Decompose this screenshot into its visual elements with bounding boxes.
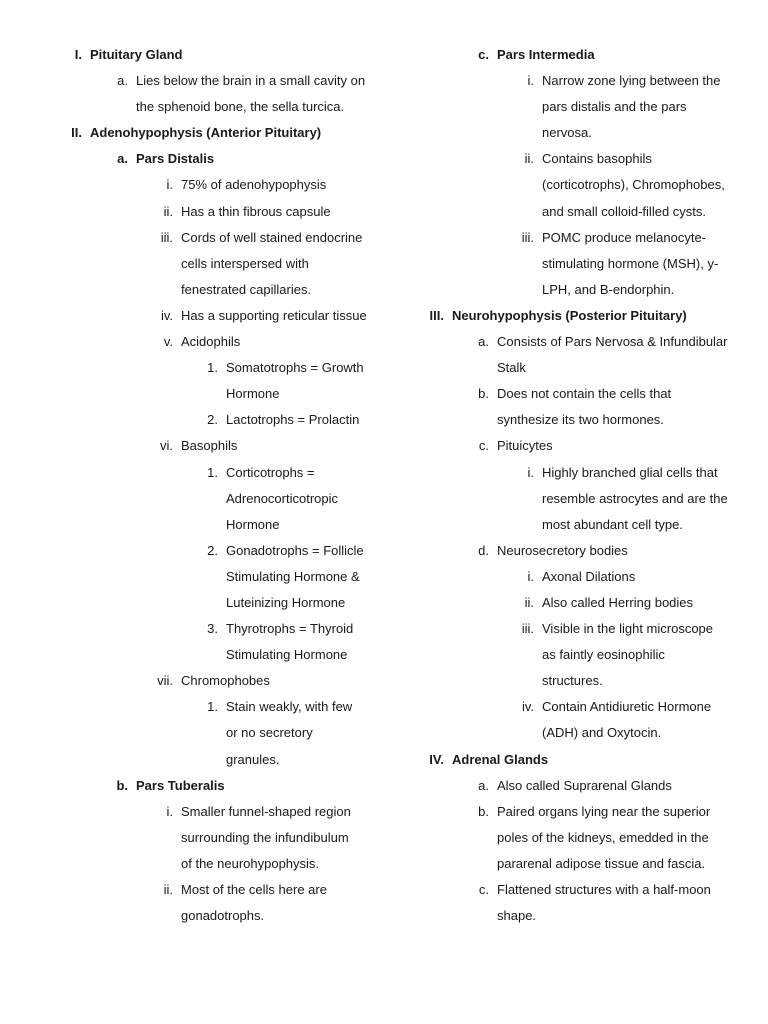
outline-text: resemble astrocytes and are the xyxy=(542,490,728,506)
outline-text: Does not contain the cells that xyxy=(497,386,672,402)
outline-line-subitem xyxy=(0,616,384,642)
outline-line-subitem xyxy=(0,694,384,720)
outline-heading: Adenohypophysis (Anterior Pituitary) xyxy=(90,125,322,141)
outline-text: Lactotrophs = Prolactin xyxy=(226,412,360,428)
outline-text: Thyrotrophs = Thyroid xyxy=(226,621,354,637)
outline-line-item xyxy=(384,172,768,198)
outline-text: cells interspersed with xyxy=(181,255,309,271)
outline-line-subitem xyxy=(0,407,384,433)
outline-line-item xyxy=(384,642,768,668)
outline-line-subsection xyxy=(0,773,384,799)
list-marker: a. xyxy=(117,151,128,167)
outline-text: Luteinizing Hormone xyxy=(226,594,346,610)
right-column xyxy=(384,42,768,929)
outline-text: Neurosecretory bodies xyxy=(497,542,628,558)
outline-line-item xyxy=(0,172,384,198)
outline-text: and small colloid-filled cysts. xyxy=(542,203,707,219)
outline-line-section xyxy=(384,747,768,773)
outline-text: Hormone xyxy=(226,386,280,402)
outline-text: Corticotrophs = xyxy=(226,464,315,480)
outline-text: (ADH) and Oxytocin. xyxy=(542,725,662,741)
outline-line-item xyxy=(0,329,384,355)
outline-text: Pituicytes xyxy=(497,438,553,454)
outline-line-item xyxy=(0,199,384,225)
outline-text: Somatotrophs = Growth xyxy=(226,360,364,376)
outline-line-item xyxy=(384,94,768,120)
outline-line-item xyxy=(0,825,384,851)
outline-line-subsection xyxy=(384,355,768,381)
outline-text: Contain Antidiuretic Hormone xyxy=(542,699,712,715)
outline-heading: Adrenal Glands xyxy=(452,751,549,767)
outline-line-subsection xyxy=(384,799,768,825)
list-marker: b. xyxy=(116,777,128,793)
outline-text: LPH, and B-endorphin. xyxy=(542,281,675,297)
list-marker: c. xyxy=(478,47,489,62)
outline-line-subsection xyxy=(384,381,768,407)
outline-text: Acidophils xyxy=(181,334,241,350)
outline-text: gonadotrophs. xyxy=(181,908,265,924)
outline-line-item xyxy=(384,277,768,303)
outline-line-subsection xyxy=(384,903,768,929)
outline-text: synthesize its two hormones. xyxy=(497,412,664,428)
outline-line-subsection xyxy=(0,146,384,172)
outline-line-subsection xyxy=(0,94,384,120)
list-marker: ii. xyxy=(524,151,534,167)
outline-heading: Pars Tuberalis xyxy=(136,777,225,793)
outline-line-subsection xyxy=(384,538,768,564)
list-marker: iii. xyxy=(521,229,534,245)
outline-text: most abundant cell type. xyxy=(542,516,683,532)
outline-line-item xyxy=(0,799,384,825)
outline-line-subitem xyxy=(0,460,384,486)
outline-line-item xyxy=(0,877,384,903)
outline-line-subitem xyxy=(0,590,384,616)
outline-text: structures. xyxy=(542,673,603,689)
outline-line-subitem xyxy=(0,512,384,538)
outline-line-subsection xyxy=(384,851,768,877)
outline-line-item xyxy=(384,616,768,642)
outline-text: Flattened structures with a half-moon xyxy=(497,882,711,897)
outline-heading: Pituitary Gland xyxy=(90,47,183,62)
outline-line-item xyxy=(384,486,768,512)
list-marker: b. xyxy=(478,803,489,819)
outline-line-subsection xyxy=(384,407,768,433)
outline-text: Stain weakly, with few xyxy=(226,699,353,715)
outline-text: pararenal adipose tissue and fascia. xyxy=(497,855,706,871)
outline-line-subsection xyxy=(384,825,768,851)
outline-line-subsection xyxy=(384,877,768,903)
outline-line-item xyxy=(0,433,384,459)
list-marker: iv. xyxy=(160,307,173,323)
outline-line-item xyxy=(0,303,384,329)
outline-line-item xyxy=(384,668,768,694)
list-marker: 2. xyxy=(207,542,218,558)
outline-line-subitem xyxy=(0,381,384,407)
list-marker: a. xyxy=(478,777,489,793)
list-marker: i. xyxy=(527,464,534,480)
outline-text: Consists of Pars Nervosa & Infundibular xyxy=(497,334,728,350)
outline-text: Stimulating Hormone xyxy=(226,647,348,663)
outline-text: Highly branched glial cells that xyxy=(542,464,718,480)
outline-heading: Pars Intermedia xyxy=(497,47,595,62)
list-marker: i. xyxy=(527,73,534,89)
outline-text: Also called Suprarenal Glands xyxy=(497,777,672,793)
outline-line-item xyxy=(0,903,384,929)
outline-text: nervosa. xyxy=(542,125,592,141)
outline-text: Hormone xyxy=(226,516,280,532)
list-marker: ii. xyxy=(163,203,173,219)
list-marker: 1. xyxy=(207,464,218,480)
list-marker: a. xyxy=(117,73,128,89)
outline-line-item xyxy=(384,251,768,277)
outline-text: Adrenocorticotropic xyxy=(226,490,338,506)
outline-text: Contains basophils xyxy=(542,151,652,167)
outline-line-subitem xyxy=(0,720,384,746)
outline-line-item xyxy=(384,146,768,172)
outline-text: Narrow zone lying between the xyxy=(542,73,721,89)
outline-line-item xyxy=(0,225,384,251)
outline-text: of the neurohypophysis. xyxy=(181,855,320,871)
list-marker: a. xyxy=(478,334,489,350)
outline-text: Basophils xyxy=(181,438,238,454)
list-marker: II. xyxy=(71,125,82,141)
list-marker: I. xyxy=(74,47,82,62)
outline-line-item xyxy=(0,251,384,277)
list-marker: c. xyxy=(478,438,489,454)
outline-text: Visible in the light microscope xyxy=(542,621,714,637)
outline-line-subitem xyxy=(0,538,384,564)
outline-line-item xyxy=(0,668,384,694)
list-marker: IV. xyxy=(429,751,444,767)
list-marker: vii. xyxy=(157,673,173,689)
outline-line-item xyxy=(384,225,768,251)
outline-text: Has a supporting reticular tissue xyxy=(181,307,367,323)
outline-line-subitem xyxy=(0,564,384,590)
outline-line-item xyxy=(384,720,768,746)
outline-text: the sphenoid bone, the sella turcica. xyxy=(136,99,345,115)
outline-text: surrounding the infundibulum xyxy=(181,829,349,845)
outline-text: shape. xyxy=(497,908,537,924)
outline-text: Lies below the brain in a small cavity on xyxy=(136,73,366,89)
list-marker: 3. xyxy=(207,621,218,637)
list-marker: b. xyxy=(478,386,489,402)
outline-text: pars distalis and the pars xyxy=(542,99,687,115)
outline-line-item xyxy=(384,694,768,720)
outline-text: Gonadotrophs = Follicle xyxy=(226,542,364,558)
outline-heading: Neurohypophysis (Posterior Pituitary) xyxy=(452,307,687,323)
list-marker: 2. xyxy=(207,412,218,428)
list-marker: ii. xyxy=(524,594,534,610)
list-marker: i. xyxy=(166,803,173,819)
outline-text: Also called Herring bodies xyxy=(542,594,694,610)
outline-line-subitem xyxy=(0,747,384,773)
list-marker: i. xyxy=(166,177,173,193)
outline-line-subsection xyxy=(0,68,384,94)
list-marker: 1. xyxy=(207,699,218,715)
outline-text: poles of the kidneys, emedded in the xyxy=(497,829,709,845)
outline-text: granules. xyxy=(226,751,280,767)
outline-line-item xyxy=(384,564,768,590)
list-marker: v. xyxy=(163,334,173,350)
list-marker: c. xyxy=(478,882,489,897)
outline-line-subitem xyxy=(0,642,384,668)
list-marker: iv. xyxy=(521,699,534,715)
list-marker: ii. xyxy=(163,882,173,897)
outline-line-item xyxy=(384,68,768,94)
outline-text: Axonal Dilations xyxy=(542,568,636,584)
outline-line-item xyxy=(384,120,768,146)
list-marker: III. xyxy=(429,307,444,323)
outline-text: 75% of adenohypophysis xyxy=(181,177,327,193)
outline-text: Paired organs lying near the superior xyxy=(497,803,711,819)
outline-text: Most of the cells here are xyxy=(181,882,327,897)
outline-line-item xyxy=(384,512,768,538)
outline-line-item xyxy=(384,460,768,486)
left-column xyxy=(0,42,384,929)
outline-line-subsection xyxy=(384,433,768,459)
outline-line-item xyxy=(384,590,768,616)
outline-line-section xyxy=(0,120,384,146)
list-marker: iii. xyxy=(521,621,534,637)
outline-line-item xyxy=(0,851,384,877)
outline-text: stimulating hormone (MSH), y- xyxy=(542,255,719,271)
outline-line-item xyxy=(0,277,384,303)
outline-text: as faintly eosinophilic xyxy=(542,647,665,663)
outline-text: Cords of well stained endocrine xyxy=(181,229,363,245)
outline-line-section xyxy=(0,42,384,68)
outline-text: POMC produce melanocyte- xyxy=(542,229,707,245)
outline-text: or no secretory xyxy=(226,725,313,741)
outline-text: fenestrated capillaries. xyxy=(181,281,312,297)
outline-line-item xyxy=(384,199,768,225)
outline-text: Stimulating Hormone & xyxy=(226,568,360,584)
list-marker: vi. xyxy=(160,438,173,454)
outline-line-subitem xyxy=(0,355,384,381)
list-marker: 1. xyxy=(207,360,218,376)
outline-line-subitem xyxy=(0,486,384,512)
list-marker: d. xyxy=(478,542,489,558)
outline-text: (corticotrophs), Chromophobes, xyxy=(542,177,725,193)
outline-heading: Pars Distalis xyxy=(136,151,215,167)
outline-line-section xyxy=(384,303,768,329)
outline-text: Chromophobes xyxy=(181,673,270,689)
list-marker: iii. xyxy=(160,229,173,245)
outline-text: Has a thin fibrous capsule xyxy=(181,203,331,219)
outline-line-subsection xyxy=(384,329,768,355)
list-marker: i. xyxy=(527,568,534,584)
outline-line-subsection xyxy=(384,42,768,68)
outline-text: Stalk xyxy=(497,360,526,376)
outline-line-subsection xyxy=(384,773,768,799)
outline-text: Smaller funnel-shaped region xyxy=(181,803,351,819)
